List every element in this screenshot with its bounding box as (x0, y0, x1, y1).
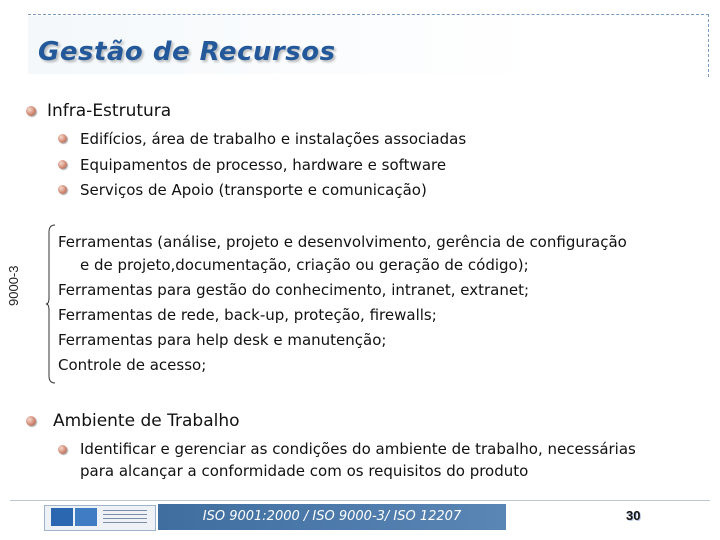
iso-banner: ISO 9001:2000 / ISO 9000-3/ ISO 12207 (158, 504, 506, 530)
ambiente-item-cont: para alcançar a conformidade com os requisitos do produto (80, 462, 529, 480)
bullet-icon (58, 445, 67, 454)
footer-divider (10, 500, 710, 501)
logo-mark (75, 508, 97, 526)
bullet-icon (26, 416, 36, 426)
infra-item: Serviços de Apoio (transporte e comunicação) (80, 181, 427, 199)
page-number: 30 (626, 508, 641, 523)
bullet-icon (58, 160, 67, 169)
iso-logo-icon (44, 505, 156, 531)
slide-title: Gestão de Recursos (38, 37, 336, 67)
tools-line: Ferramentas para help desk e manutenção; (58, 331, 387, 349)
section-heading-ambiente: Ambiente de Trabalho (53, 411, 240, 431)
tools-line: Ferramentas de rede, back-up, proteção, firewalls; (58, 306, 437, 324)
infra-item: Equipamentos de processo, hardware e software (80, 156, 447, 174)
tools-line: Ferramentas para gestão do conhecimento, intranet, extranet; (58, 281, 530, 299)
logo-mark (51, 508, 73, 526)
tools-list (58, 230, 698, 378)
ambiente-item: Identificar e gerenciar as condições do ambiente de trabalho, necessárias (80, 440, 636, 458)
bullet-icon (58, 185, 67, 194)
title-bar (0, 10, 720, 78)
side-label: 9000-3 (6, 265, 21, 306)
infra-item: Edifícios, área de trabalho e instalações associadas (80, 130, 467, 148)
tools-line: Ferramentas (análise, projeto e desenvolvimento, gerência de configuração (58, 233, 627, 251)
logo-text-lines (103, 510, 147, 526)
section-heading-infra: Infra-Estrutura (47, 101, 172, 121)
tools-line: Controle de acesso; (58, 356, 207, 374)
bullet-icon (26, 106, 36, 116)
bullet-icon (58, 134, 67, 143)
brace-icon (46, 224, 56, 384)
tools-line: e de projeto,documentação, criação ou geração de código); (80, 256, 529, 274)
footer (0, 500, 720, 540)
